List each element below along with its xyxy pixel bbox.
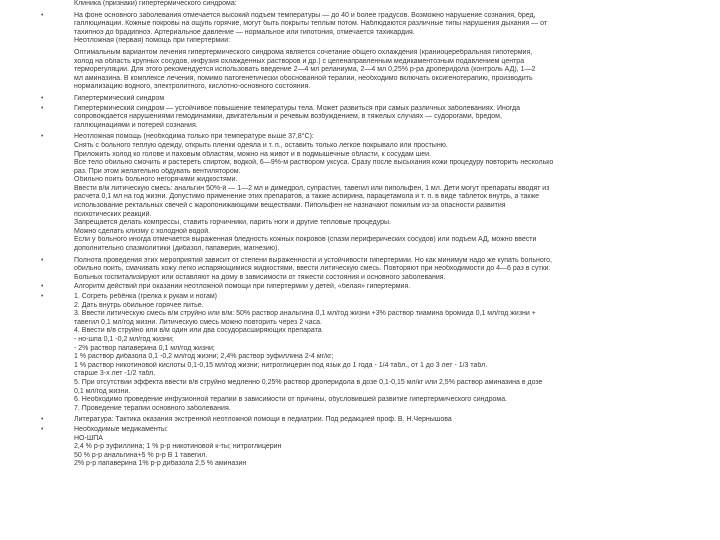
text-line: 2. Дать внутрь обильное горячее питье. [74,301,204,309]
bullet-icon: • [41,293,44,300]
text-line: Полнота проведения этих мероприятий зависит от степени выраженности и устойчивости гипертермии. Но как минимум надо же купать больного, [74,256,553,264]
text-line: Клиника (признаки) гипертермического синдрома: [74,0,237,7]
text-line: дополнительно спазмолитики (дибазол, папаверин, магнезию). [74,245,280,253]
text-line: нормализацию водного, электролитного, кислотно-основного состояния. [74,83,311,91]
text-line: 4. Ввести в/в струйно или в/м один или два сосудорасширяющих препарата [74,327,322,335]
text-line: Приложить холод ко голове и паховым областям, можно на живот и в подмышечные области, к сосудам шеи. [74,150,431,158]
text-line: Гипертермический синдром [74,94,165,102]
text-line: старше 3-х лет -1/2 табл. [74,370,156,378]
text-line: расчета 0,1 мл на год жизни. Допустимо применение этих препаратов, а также аспирина, парацетамола и т. п. в виде таблеток внутрь, а также [74,193,540,201]
text-line: Все тело обильно смочить и растереть спиртом, водкой, 6—9%-м раствором уксуса. Сразу после высыхания кожи процедуру повторить несколько [74,159,554,167]
text-line: 1. Согреть ребёнка (грелка к рукам и ногам) [74,293,217,300]
text-line: Ввести в/м литическую смесь: анальгин 50%-й — 1—2 мл и димедрол, супрастин, тавегил или пипольфен, 1 мл. Дети могут препараты вводят из [74,184,550,192]
text-line: 1 % раствор дибазола 0,1 -0,2 мл/год жизни; 2,4% раствор эуфиллина 2-4 мг/кг; [74,353,334,361]
text-line: тахипноэ до брадипноэ. Артериальное давление — нормальное или гипотония, отмечается тахикардия. [74,28,415,36]
text-line: - но-шпа 0,1 -0,2 мл/год жизни; [74,335,174,343]
paragraph [41,104,714,131]
text-line: Больных госпитализируют или оставляют на дому в зависимости от тяжести состояния и основного заболевания. [74,273,446,281]
text-line: НО-ШПА [74,434,103,442]
text-line: Снять с больного теплую одежду, открыть пленки одеяла и т. п., оставить только легкое покрывало или простыню. [74,141,448,149]
text-line: холод на область крупных сосудов, инфузия охлажденных растворов и др.) с целенаправленным медикаментозным подавлением центра [74,57,525,65]
text-line: сопровождается нарушениями гемодинамики, двигательным и речевым возбуждением, в тяжелых случаях — судорогами, бредом, [74,113,502,121]
bullet-icon: • [41,416,44,424]
text-line: Алгоритм действий при оказании неотложной помощи при гипертермии у детей, «белая» гипертермия. [74,283,411,291]
paragraph [41,283,714,292]
paragraph [41,293,714,413]
text-line: использование ректальных свечей с жаропонижающими веществами. Пипольфен не назначают пожилым из-за опасности развития [74,202,506,210]
bullet-icon: • [41,133,44,141]
text-line: 0,1 мл/год жизни. [74,387,131,395]
text-line: Запрещается делать компрессы, ставить горчичники, парить ноги и другие тепловые процедуры. [74,219,391,227]
text-line: галлюцинации. Кожные покровы на ощупь горячие, могут быть покрыты теплым потом. Наблюдаются различные типы нарушения дыхания — от [74,20,548,28]
paragraph [74,49,714,92]
text-line: На фоне основного заболевания отмечается высокий подъем температуры — до 40 и более градусов. Возможно нарушение сознания, бред, [74,11,536,19]
text-line: 5. При отсутствии эффекта ввести в/в струйно медленно 0,25% раствор дроперидола в дозе 0,1-0,15 мл/кг или 2,5% раствор аминазина в дозе [74,378,543,386]
text-line: Литература: Тактика оказания экстренной неотложной помощи в педиатрии. Под редакцией проф. В. Н.Чернышова [74,416,452,424]
paragraph [41,425,714,469]
bullet-icon: • [41,425,44,433]
text-line: 50 % р-р анальгина+5 % р-р В 1 тавегил. [74,451,208,459]
text-line: мл аминазина. В комплексе лечения, помимо патогенетически обоснованной терапии, необходимо включать оксигенотерапию, производить [74,74,533,82]
text-line: обильно поить, смачивать кожу легко испаряющимися жидкостями, ввести литическую смесь. Повторяют при необходимости до 4—6 раз в сутки. [74,265,551,273]
text-line: Необходимые медикаменты: [74,425,168,433]
text-line: 7. Проведение терапии основного заболевания. [74,404,231,412]
bullet-icon: • [41,104,44,112]
text-line: 2,4 % р-р эуфиллина; 1 % р-р никотиновой к-ты; нитроглицерин [74,443,282,451]
paragraph [41,133,714,253]
document-body [41,0,714,470]
text-line: раз. При этом желательно обдувать вентилятором. [74,167,241,175]
text-line: галлюцинациями и потерей сознания. [74,121,198,129]
text-line: Обильно поить больного негорячими жидкостями. [74,176,238,184]
text-line: психотических реакций. [74,210,152,218]
paragraph [41,94,714,104]
text-line: 6. Необходимо проведение инфузионной терапии в зависимости от причины, обусловившей развитие гипертермического синдрома. [74,396,508,404]
bullet-icon: • [41,11,44,19]
text-line: 2% р-р папаверина 1% р-р дибазола 2,5 % аминазин [74,460,247,468]
text-line: тавегил 0,1 мл/год жизни. Литическую смесь можно повторить через 2 часа. [74,318,322,326]
text-line: 3. Ввести литическую смесь в/м струйно или в/м: 50% раствор анальгина 0,1 мл/год жизни +3% раствор тиамина бромида 0,1 мл/год жизни + [74,310,536,318]
text-line: Оптимальным вариантом лечения гипертермического синдрома является сочетание общего охлаждения (краниоцеребральная гипотермия, [74,48,533,56]
text-line: терморегуляции. Для этого рекомендуется использовать введение 2—4 мл реланиума, 2—4 мл 0,25% р-ра дроперидола (контроль АД), 1—2 [74,66,536,74]
text-line: Можно сделать клизму с холодной водой. [74,227,211,235]
bullet-icon: • [41,283,44,291]
text-line: Если у больного иногда отмечается выраженная бледность кожных покровов (спазм периферических сосудов) или подъем АД, можно ввести [74,236,537,244]
paragraph [41,416,714,425]
bullet-icon: • [41,94,44,102]
paragraph [41,256,714,283]
text-line: Гипертермический синдром — устойчивое повышение температуры тела. Может развиться при самых различных заболеваниях. Иногда [74,104,521,112]
text-line: - 2% раствор папаверина 0,1 мл/год жизни; [74,344,215,352]
text-line: Неотложная (первая) помощь при гипертермии: [74,37,231,45]
bullet-icon: • [41,256,44,264]
text-line: 1 % раствор никотиновой кислоты 0,1-0,15 мл/год жизни; нитроглицерин под язык до 1 года - 1/4 табл., от 1 до 3 лет - 1/3 табл. [74,361,488,369]
paragraph [74,0,714,9]
text-line: Неотложная помощь (необходима только при температуре выше 37,8°С): [74,133,314,141]
paragraph [41,11,714,46]
